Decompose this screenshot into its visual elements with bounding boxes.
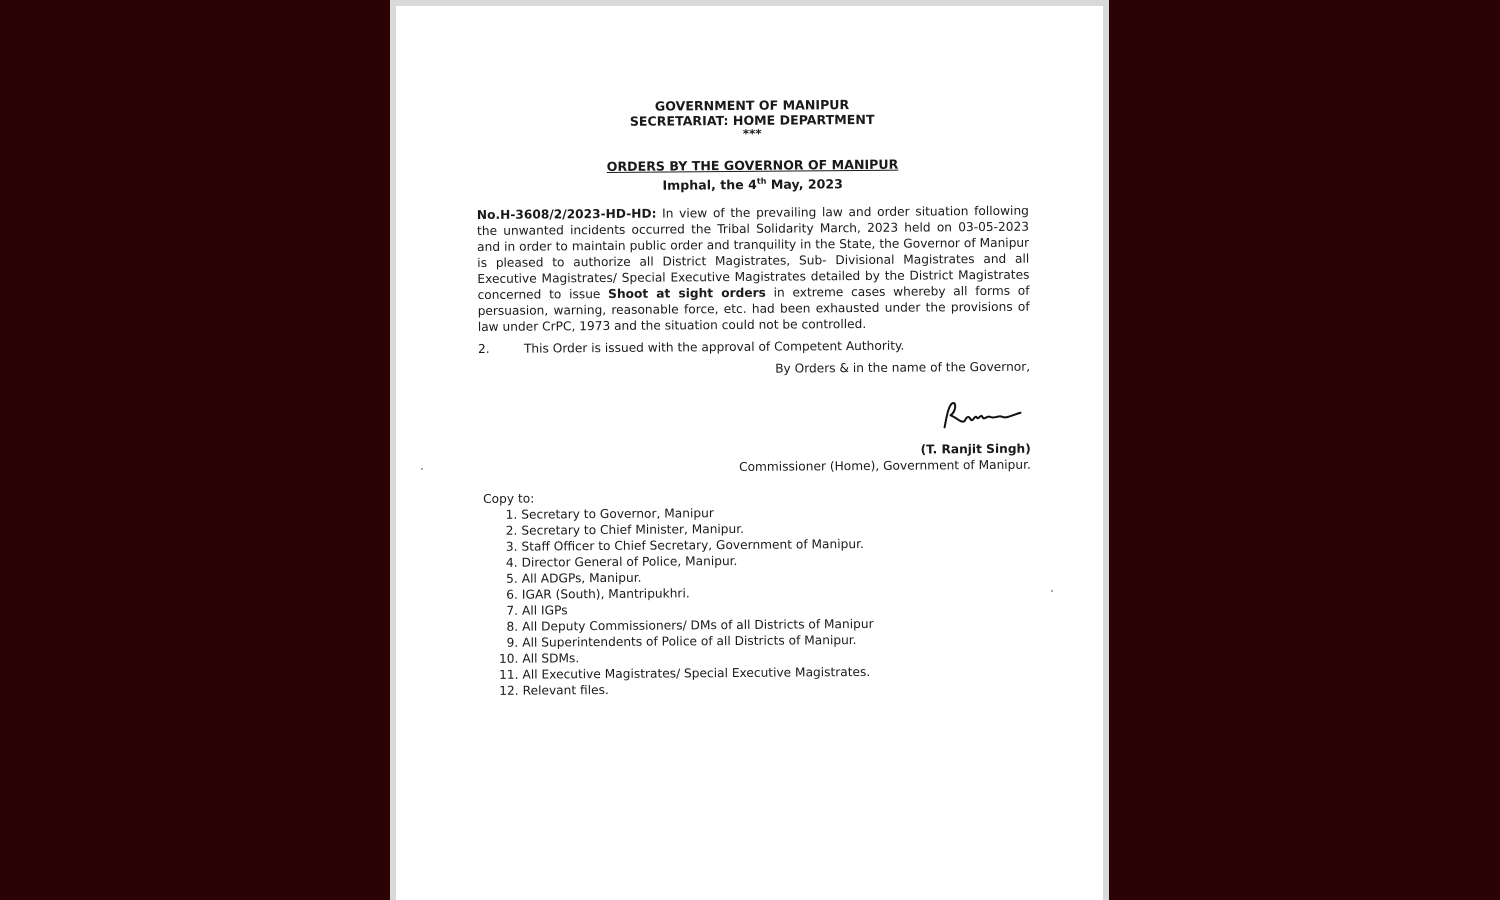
heading-stars: ***: [742, 126, 762, 141]
list-item-number: 11.: [499, 667, 519, 683]
list-item-text: Relevant files.: [522, 683, 609, 698]
list-item-number: 12.: [499, 683, 519, 699]
list-item-number: 4.: [505, 555, 518, 570]
copy-to-heading: Copy to:: [483, 491, 535, 507]
list-item-text: All ADGPs, Manipur.: [521, 570, 642, 586]
govt-heading: GOVERNMENT OF MANIPUR: [654, 97, 850, 114]
list-item-text: All Executive Magistrates/ Special Executive Magistrates.: [522, 665, 871, 682]
copy-to-list: [483, 503, 1032, 699]
paragraph-2-text: This Order is issued with the approval of Competent Authority.: [523, 338, 905, 356]
paragraph-number: 2.: [477, 342, 490, 357]
scan-speck: [421, 468, 423, 470]
signature-area: [478, 375, 1031, 449]
list-item-number: 3.: [505, 539, 518, 554]
list-item-text: Staff Officer to Chief Secretary, Government of Manipur.: [521, 537, 864, 554]
list-item-number: 5.: [506, 571, 518, 586]
list-item-text: Director General of Police, Manipur.: [521, 554, 738, 570]
order-date-suffix: May, 2023: [766, 176, 843, 192]
copy-to-section: [483, 487, 1033, 699]
document-frame: [390, 0, 1109, 900]
scan-speck: [1051, 590, 1053, 592]
order-date: [477, 172, 1029, 196]
order-reference: No.H-3608/2/2023-HD-HD:: [476, 206, 657, 223]
list-item-number: 7.: [506, 603, 519, 618]
list-item-text: All Superintendents of Police of all Districts of Manipur.: [522, 633, 857, 650]
list-item-text: IGAR (South), Mantripukhri.: [521, 586, 690, 602]
order-text-part1: In view of the prevailing law and order situation following the unwanted incidents occurred the Tribal Solidarity March, 2023 held on 03-05-2023 and in order to maintain public order and tranquility in the State, the Governor of Manipur is pleased to authorize all District Magistrates, Sub- Divisional Magistrates and all Executive Magistrates/ Special Executive Magistrates detailed by the District Magistrates concerned to issue: [476, 203, 1030, 303]
signature-graphic: [936, 397, 1026, 438]
list-item-text: All SDMs.: [522, 651, 580, 666]
dept-heading: SECRETARIAT: HOME DEPARTMENT: [629, 111, 875, 129]
list-item-number: 9.: [506, 635, 519, 650]
list-item-text: Secretary to Chief Minister, Manipur.: [521, 522, 745, 538]
order-paragraph-1: [477, 203, 1030, 335]
list-item-number: 8.: [506, 619, 519, 634]
order-paragraph-2: [478, 337, 1030, 357]
list-item-number: 2.: [505, 523, 518, 538]
list-item-number: 1.: [505, 507, 518, 522]
list-item-text: All Deputy Commissioners/ DMs of all Districts of Manipur: [522, 617, 874, 634]
signatory-name: (T. Ranjit Singh): [920, 441, 1031, 457]
order-title-text: ORDERS BY THE GOVERNOR OF MANIPUR: [606, 156, 899, 174]
order-date-prefix: Imphal, the 4: [662, 176, 757, 193]
list-item-text: Secretary to Governor, Manipur: [521, 506, 714, 522]
order-text-part2: in extreme cases whereby all forms of persuasion, warning, reasonable force, etc. had been exhausted under the provisions of law under CrPC, 1973 and the situation could not be controlled.: [477, 283, 1030, 335]
order-content: [476, 96, 1033, 700]
list-item-text: All IGPs: [521, 603, 568, 618]
closing-line: By Orders & in the name of the Governor,: [775, 359, 1031, 376]
list-item-number: 10.: [498, 651, 519, 667]
signatory-designation: Commissioner (Home), Government of Manipur.: [739, 457, 1031, 475]
order-date-sup: th: [756, 176, 767, 186]
list-item-number: 6.: [506, 587, 518, 602]
order-emphasis: Shoot at sight orders: [608, 285, 766, 302]
document-sheet: [396, 6, 1103, 900]
list-item: [485, 679, 1033, 699]
